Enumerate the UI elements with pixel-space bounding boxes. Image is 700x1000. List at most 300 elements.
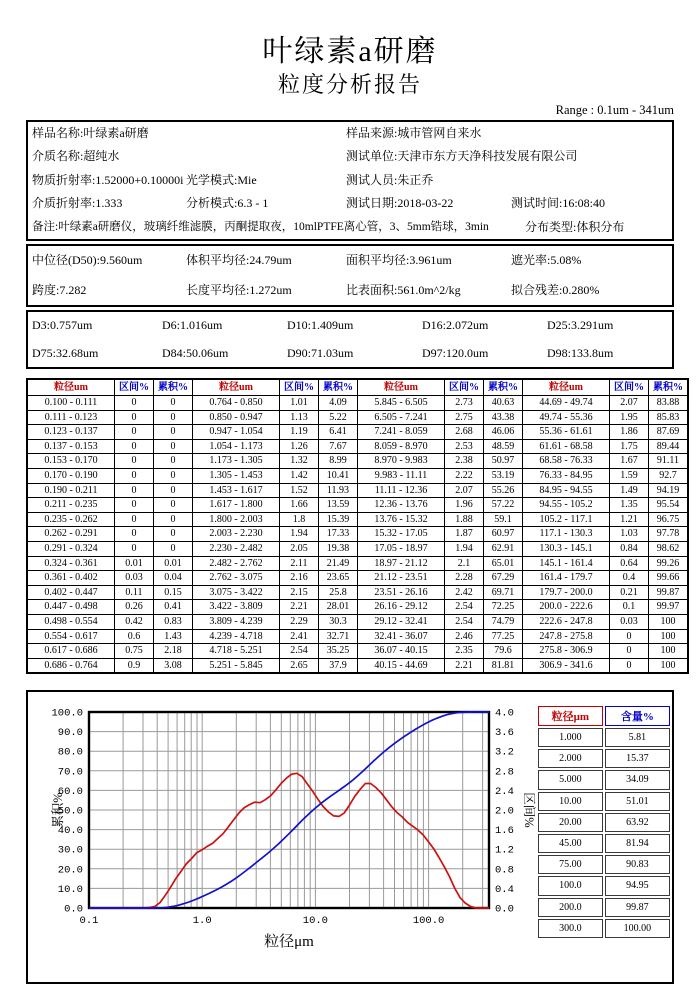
summary-row bbox=[538, 834, 670, 853]
table-row bbox=[27, 425, 688, 440]
cell-cumulative-pct: 40.63 bbox=[484, 396, 523, 411]
cell-size-range: 0.447 - 0.498 bbox=[27, 600, 115, 615]
cell-cumulative-pct: 25.8 bbox=[319, 585, 358, 600]
cell-size-range: 0.111 - 0.123 bbox=[27, 410, 115, 425]
cell-size-range: 61.61 - 68.58 bbox=[523, 439, 610, 454]
cell-cumulative-pct: 99.26 bbox=[649, 556, 689, 571]
svg-text:60.0: 60.0 bbox=[57, 785, 83, 798]
cell-size-range: 117.1 - 130.3 bbox=[523, 527, 610, 542]
cell-cumulative-pct: 100 bbox=[649, 614, 689, 629]
cell-interval-pct: 0 bbox=[115, 410, 154, 425]
summary-cell-size: 300.0 bbox=[538, 919, 603, 938]
cell-interval-pct: 2.41 bbox=[280, 629, 319, 644]
cell-interval-pct: 1.67 bbox=[610, 454, 649, 469]
svg-text:10.0: 10.0 bbox=[302, 915, 329, 927]
cell-cumulative-pct: 0.04 bbox=[154, 571, 193, 586]
svg-text:0.1: 0.1 bbox=[79, 915, 99, 927]
cell-size-range: 200.0 - 222.6 bbox=[523, 600, 610, 615]
svg-text:80.0: 80.0 bbox=[57, 746, 83, 759]
cell-interval-pct: 0.03 bbox=[115, 571, 154, 586]
cell-size-range: 0.686 - 0.764 bbox=[27, 658, 115, 673]
cell-interval-pct: 0 bbox=[610, 644, 649, 659]
cell-size-range: 0.137 - 0.153 bbox=[27, 439, 115, 454]
info-row bbox=[28, 216, 672, 239]
svg-text:90.0: 90.0 bbox=[57, 727, 83, 740]
d10: D10:1.409um bbox=[287, 318, 354, 332]
dvalues-row bbox=[28, 340, 672, 368]
cell-size-range: 17.05 - 18.97 bbox=[358, 541, 445, 556]
svg-text:2.8: 2.8 bbox=[495, 766, 514, 779]
cell-interval-pct: 1.19 bbox=[280, 425, 319, 440]
summary-col-size: 粒径μm bbox=[538, 706, 603, 726]
cell-cumulative-pct: 3.08 bbox=[154, 658, 193, 673]
cell-cumulative-pct: 13.59 bbox=[319, 498, 358, 513]
analysis-mode: 分析模式:6.3 - 1 bbox=[186, 196, 269, 211]
cell-cumulative-pct: 0.01 bbox=[154, 556, 193, 571]
summary-row bbox=[538, 855, 670, 874]
svg-text:3.2: 3.2 bbox=[495, 746, 514, 759]
volume-mean: 体积平均径:24.79um bbox=[186, 253, 292, 267]
cell-interval-pct: 2.16 bbox=[280, 571, 319, 586]
cell-size-range: 7.241 - 8.059 bbox=[358, 425, 445, 440]
cell-interval-pct: 2.65 bbox=[280, 658, 319, 673]
x-axis-label: 粒径μm bbox=[264, 934, 314, 950]
summary-cell-content: 34.09 bbox=[605, 770, 670, 789]
cell-cumulative-pct: 62.91 bbox=[484, 541, 523, 556]
cell-cumulative-pct: 2.18 bbox=[154, 644, 193, 659]
col-header-interval: 区间% bbox=[610, 379, 649, 396]
cell-cumulative-pct: 0 bbox=[154, 541, 193, 556]
svg-text:2.0: 2.0 bbox=[495, 805, 514, 818]
cell-cumulative-pct: 21.49 bbox=[319, 556, 358, 571]
cell-size-range: 32.41 - 36.07 bbox=[358, 629, 445, 644]
cell-cumulative-pct: 91.11 bbox=[649, 454, 689, 469]
cell-cumulative-pct: 17.33 bbox=[319, 527, 358, 542]
cell-cumulative-pct: 98.62 bbox=[649, 541, 689, 556]
table-row bbox=[27, 396, 688, 411]
cell-size-range: 49.74 - 55.36 bbox=[523, 410, 610, 425]
stats-row bbox=[28, 276, 672, 306]
summary-row bbox=[538, 792, 670, 811]
table-row bbox=[27, 541, 688, 556]
svg-text:3.6: 3.6 bbox=[495, 727, 514, 740]
sample-info-box bbox=[26, 120, 674, 241]
cell-interval-pct: 0 bbox=[115, 396, 154, 411]
d16: D16:2.072um bbox=[422, 318, 489, 332]
cell-interval-pct: 2.21 bbox=[280, 600, 319, 615]
svg-text:30.0: 30.0 bbox=[57, 844, 83, 857]
cell-interval-pct: 1.94 bbox=[280, 527, 319, 542]
cell-interval-pct: 2.38 bbox=[445, 454, 484, 469]
cell-size-range: 23.51 - 26.16 bbox=[358, 585, 445, 600]
cell-interval-pct: 2.54 bbox=[445, 614, 484, 629]
dvalues-row bbox=[28, 312, 672, 340]
cell-size-range: 6.505 - 7.241 bbox=[358, 410, 445, 425]
cell-cumulative-pct: 6.41 bbox=[319, 425, 358, 440]
cell-size-range: 0.123 - 0.137 bbox=[27, 425, 115, 440]
material-refractive-index: 物质折射率:1.52000+0.10000i bbox=[32, 172, 184, 187]
info-row bbox=[28, 192, 672, 215]
cell-cumulative-pct: 28.01 bbox=[319, 600, 358, 615]
summary-cell-size: 20.00 bbox=[538, 813, 603, 832]
cell-size-range: 55.36 - 61.61 bbox=[523, 425, 610, 440]
cell-cumulative-pct: 100 bbox=[649, 644, 689, 659]
table-row bbox=[27, 410, 688, 425]
cell-size-range: 36.07 - 40.15 bbox=[358, 644, 445, 659]
page-title: 叶绿素a研磨 bbox=[262, 35, 438, 68]
cell-cumulative-pct: 89.44 bbox=[649, 439, 689, 454]
cell-size-range: 0.211 - 0.235 bbox=[27, 498, 115, 513]
d98: D98:133.8um bbox=[547, 345, 614, 360]
cell-cumulative-pct: 97.78 bbox=[649, 527, 689, 542]
svg-text:1.0: 1.0 bbox=[192, 915, 212, 927]
cell-cumulative-pct: 99.97 bbox=[649, 600, 689, 615]
cell-cumulative-pct: 79.6 bbox=[484, 644, 523, 659]
summary-cell-content: 81.94 bbox=[605, 834, 670, 853]
cell-size-range: 1.453 - 1.617 bbox=[193, 483, 280, 498]
cell-interval-pct: 0.64 bbox=[610, 556, 649, 571]
cell-cumulative-pct: 43.38 bbox=[484, 410, 523, 425]
cell-size-range: 179.7 - 200.0 bbox=[523, 585, 610, 600]
col-header-cumulative: 累积% bbox=[154, 379, 193, 396]
dvalues-box bbox=[26, 310, 674, 369]
cell-interval-pct: 1.96 bbox=[445, 498, 484, 513]
cell-size-range: 2.482 - 2.762 bbox=[193, 556, 280, 571]
cell-size-range: 161.4 - 179.7 bbox=[523, 571, 610, 586]
cell-size-range: 247.8 - 275.8 bbox=[523, 629, 610, 644]
d84: D84:50.06um bbox=[162, 345, 229, 360]
sample-source: 样品来源:城市管网自来水 bbox=[346, 126, 482, 140]
cell-cumulative-pct: 15.39 bbox=[319, 512, 358, 527]
cell-size-range: 29.12 - 32.41 bbox=[358, 614, 445, 629]
svg-text:1.6: 1.6 bbox=[495, 825, 514, 838]
cell-cumulative-pct: 19.38 bbox=[319, 541, 358, 556]
distribution-table bbox=[26, 378, 689, 674]
info-row bbox=[28, 169, 672, 192]
cell-size-range: 0.170 - 0.190 bbox=[27, 468, 115, 483]
table-row bbox=[27, 512, 688, 527]
cell-size-range: 0.947 - 1.054 bbox=[193, 425, 280, 440]
col-header-size: 粒径um bbox=[27, 379, 115, 396]
cell-cumulative-pct: 0 bbox=[154, 468, 193, 483]
cell-size-range: 4.718 - 5.251 bbox=[193, 644, 280, 659]
cell-cumulative-pct: 1.43 bbox=[154, 629, 193, 644]
cell-interval-pct: 1.01 bbox=[280, 396, 319, 411]
summary-cell-size: 200.0 bbox=[538, 898, 603, 917]
d25: D25:3.291um bbox=[547, 318, 614, 332]
cell-interval-pct: 0.26 bbox=[115, 600, 154, 615]
cell-size-range: 12.36 - 13.76 bbox=[358, 498, 445, 513]
cell-interval-pct: 0 bbox=[610, 629, 649, 644]
cell-size-range: 11.11 - 12.36 bbox=[358, 483, 445, 498]
cell-interval-pct: 2.46 bbox=[445, 629, 484, 644]
cell-size-range: 40.15 - 44.69 bbox=[358, 658, 445, 673]
cell-cumulative-pct: 7.67 bbox=[319, 439, 358, 454]
cell-cumulative-pct: 5.22 bbox=[319, 410, 358, 425]
table-row bbox=[27, 629, 688, 644]
cell-interval-pct: 1.86 bbox=[610, 425, 649, 440]
length-mean: 长度平均径:1.272um bbox=[186, 282, 292, 297]
cell-cumulative-pct: 67.29 bbox=[484, 571, 523, 586]
col-header-size: 粒径um bbox=[523, 379, 610, 396]
summary-cell-size: 100.0 bbox=[538, 876, 603, 895]
cell-interval-pct: 0.21 bbox=[610, 585, 649, 600]
cell-cumulative-pct: 37.9 bbox=[319, 658, 358, 673]
cell-size-range: 3.422 - 3.809 bbox=[193, 600, 280, 615]
cell-interval-pct: 0.1 bbox=[610, 600, 649, 615]
cell-cumulative-pct: 0 bbox=[154, 410, 193, 425]
cell-interval-pct: 1.94 bbox=[445, 541, 484, 556]
cell-interval-pct: 1.59 bbox=[610, 468, 649, 483]
cell-interval-pct: 1.8 bbox=[280, 512, 319, 527]
summary-cell-content: 63.92 bbox=[605, 813, 670, 832]
medium-refractive-index: 介质折射率:1.333 bbox=[32, 196, 123, 211]
cell-cumulative-pct: 0 bbox=[154, 512, 193, 527]
cell-interval-pct: 0 bbox=[115, 527, 154, 542]
cell-interval-pct: 0 bbox=[115, 439, 154, 454]
cell-size-range: 8.970 - 9.983 bbox=[358, 454, 445, 469]
cell-size-range: 0.764 - 0.850 bbox=[193, 396, 280, 411]
cell-cumulative-pct: 83.88 bbox=[649, 396, 689, 411]
cell-interval-pct: 0 bbox=[115, 498, 154, 513]
cell-size-range: 18.97 - 21.12 bbox=[358, 556, 445, 571]
summary-row bbox=[538, 919, 670, 938]
cell-interval-pct: 0.11 bbox=[115, 585, 154, 600]
cell-cumulative-pct: 57.22 bbox=[484, 498, 523, 513]
medium-name: 介质名称:超纯水 bbox=[32, 149, 120, 164]
table-row bbox=[27, 658, 688, 673]
cell-size-range: 84.95 - 94.55 bbox=[523, 483, 610, 498]
cell-cumulative-pct: 72.25 bbox=[484, 600, 523, 615]
cell-cumulative-pct: 30.3 bbox=[319, 614, 358, 629]
cell-cumulative-pct: 46.06 bbox=[484, 425, 523, 440]
svg-text:2.4: 2.4 bbox=[495, 785, 514, 798]
specific-surface-area: 比表面积:561.0m^2/kg bbox=[346, 282, 461, 297]
cell-size-range: 8.059 - 8.970 bbox=[358, 439, 445, 454]
cell-size-range: 1.800 - 2.003 bbox=[193, 512, 280, 527]
cell-interval-pct: 2.15 bbox=[280, 585, 319, 600]
svg-text:0.0: 0.0 bbox=[495, 903, 514, 916]
cell-size-range: 13.76 - 15.32 bbox=[358, 512, 445, 527]
test-unit: 测试单位:天津市东方天净科技发展有限公司 bbox=[346, 149, 578, 164]
cell-interval-pct: 1.32 bbox=[280, 454, 319, 469]
cell-size-range: 0.402 - 0.447 bbox=[27, 585, 115, 600]
median-d50: 中位径(D50):9.560um bbox=[32, 253, 143, 267]
stats-box bbox=[26, 244, 674, 307]
cell-cumulative-pct: 0.41 bbox=[154, 600, 193, 615]
cell-size-range: 1.054 - 1.173 bbox=[193, 439, 280, 454]
svg-text:0.4: 0.4 bbox=[495, 883, 514, 896]
cell-interval-pct: 1.75 bbox=[610, 439, 649, 454]
cell-interval-pct: 0 bbox=[115, 468, 154, 483]
cell-interval-pct: 0.84 bbox=[610, 541, 649, 556]
cell-size-range: 15.32 - 17.05 bbox=[358, 527, 445, 542]
cell-interval-pct: 0.9 bbox=[115, 658, 154, 673]
cell-interval-pct: 2.54 bbox=[280, 644, 319, 659]
svg-text:0.8: 0.8 bbox=[495, 864, 514, 877]
info-row bbox=[28, 145, 672, 168]
cell-interval-pct: 1.13 bbox=[280, 410, 319, 425]
cell-size-range: 0.498 - 0.554 bbox=[27, 614, 115, 629]
cell-size-range: 0.324 - 0.361 bbox=[27, 556, 115, 571]
cell-interval-pct: 2.28 bbox=[445, 571, 484, 586]
cell-size-range: 5.845 - 6.505 bbox=[358, 396, 445, 411]
cell-cumulative-pct: 0 bbox=[154, 527, 193, 542]
table-row bbox=[27, 614, 688, 629]
cell-size-range: 1.617 - 1.800 bbox=[193, 498, 280, 513]
d90: D90:71.03um bbox=[287, 345, 354, 360]
cell-size-range: 222.6 - 247.8 bbox=[523, 614, 610, 629]
cell-interval-pct: 0 bbox=[115, 483, 154, 498]
cell-size-range: 0.291 - 0.324 bbox=[27, 541, 115, 556]
cell-cumulative-pct: 55.26 bbox=[484, 483, 523, 498]
cell-cumulative-pct: 50.97 bbox=[484, 454, 523, 469]
cell-interval-pct: 1.87 bbox=[445, 527, 484, 542]
table-row bbox=[27, 585, 688, 600]
cell-cumulative-pct: 69.71 bbox=[484, 585, 523, 600]
cell-cumulative-pct: 99.66 bbox=[649, 571, 689, 586]
cell-interval-pct: 1.35 bbox=[610, 498, 649, 513]
col-header-interval: 区间% bbox=[115, 379, 154, 396]
cell-interval-pct: 2.53 bbox=[445, 439, 484, 454]
cell-size-range: 1.305 - 1.453 bbox=[193, 468, 280, 483]
stats-row bbox=[28, 246, 672, 276]
summary-row bbox=[538, 813, 670, 832]
summary-col-content: 含量% bbox=[605, 706, 670, 726]
svg-text:10.0: 10.0 bbox=[57, 883, 83, 896]
cell-size-range: 26.16 - 29.12 bbox=[358, 600, 445, 615]
cell-interval-pct: 0 bbox=[610, 658, 649, 673]
summary-cell-size: 1.000 bbox=[538, 728, 603, 747]
optical-mode: 光学模式:Mie bbox=[186, 172, 257, 187]
cell-interval-pct: 1.95 bbox=[610, 410, 649, 425]
obscuration: 遮光率:5.08% bbox=[511, 253, 582, 267]
cell-cumulative-pct: 99.87 bbox=[649, 585, 689, 600]
col-header-cumulative: 累积% bbox=[484, 379, 523, 396]
test-date: 测试日期:2018-03-22 bbox=[346, 196, 454, 211]
cell-cumulative-pct: 0 bbox=[154, 425, 193, 440]
cell-interval-pct: 1.26 bbox=[280, 439, 319, 454]
summary-row bbox=[538, 770, 670, 789]
summary-header-row bbox=[538, 706, 670, 726]
cell-cumulative-pct: 0 bbox=[154, 439, 193, 454]
cell-cumulative-pct: 100 bbox=[649, 629, 689, 644]
cell-interval-pct: 0 bbox=[115, 425, 154, 440]
col-header-size: 粒径um bbox=[358, 379, 445, 396]
distribution-type: 分布类型:体积分布 bbox=[525, 219, 625, 234]
cell-cumulative-pct: 85.83 bbox=[649, 410, 689, 425]
cell-interval-pct: 2.11 bbox=[280, 556, 319, 571]
cell-cumulative-pct: 35.25 bbox=[319, 644, 358, 659]
cell-size-range: 306.9 - 341.6 bbox=[523, 658, 610, 673]
summary-cell-content: 90.83 bbox=[605, 855, 670, 874]
svg-text:70.0: 70.0 bbox=[57, 766, 83, 779]
summary-cell-size: 2.000 bbox=[538, 749, 603, 768]
cell-interval-pct: 1.66 bbox=[280, 498, 319, 513]
cell-cumulative-pct: 0.15 bbox=[154, 585, 193, 600]
cell-cumulative-pct: 8.99 bbox=[319, 454, 358, 469]
summary-row bbox=[538, 876, 670, 895]
range-label: Range : 0.1um - 341um bbox=[555, 103, 674, 117]
cell-size-range: 3.809 - 4.239 bbox=[193, 614, 280, 629]
cell-size-range: 0.262 - 0.291 bbox=[27, 527, 115, 542]
d3: D3:0.757um bbox=[32, 318, 93, 332]
cell-interval-pct: 0.6 bbox=[115, 629, 154, 644]
cell-size-range: 2.003 - 2.230 bbox=[193, 527, 280, 542]
cell-interval-pct: 1.49 bbox=[610, 483, 649, 498]
cell-cumulative-pct: 10.41 bbox=[319, 468, 358, 483]
cell-interval-pct: 0 bbox=[115, 512, 154, 527]
table-row bbox=[27, 556, 688, 571]
summary-cell-content: 51.01 bbox=[605, 792, 670, 811]
cell-size-range: 0.361 - 0.402 bbox=[27, 571, 115, 586]
cell-cumulative-pct: 65.01 bbox=[484, 556, 523, 571]
summary-cell-content: 5.81 bbox=[605, 728, 670, 747]
svg-text:100.0: 100.0 bbox=[51, 707, 83, 720]
cell-size-range: 0.850 - 0.947 bbox=[193, 410, 280, 425]
cell-interval-pct: 1.42 bbox=[280, 468, 319, 483]
cell-cumulative-pct: 23.65 bbox=[319, 571, 358, 586]
cell-size-range: 145.1 - 161.4 bbox=[523, 556, 610, 571]
table-row bbox=[27, 571, 688, 586]
cell-interval-pct: 2.21 bbox=[445, 658, 484, 673]
col-header-cumulative: 累积% bbox=[649, 379, 689, 396]
table-row bbox=[27, 600, 688, 615]
cell-interval-pct: 0.03 bbox=[610, 614, 649, 629]
cell-cumulative-pct: 92.7 bbox=[649, 468, 689, 483]
cell-cumulative-pct: 0 bbox=[154, 498, 193, 513]
cell-size-range: 21.12 - 23.51 bbox=[358, 571, 445, 586]
cell-interval-pct: 2.29 bbox=[280, 614, 319, 629]
table-row bbox=[27, 483, 688, 498]
tester: 测试人员:朱正乔 bbox=[346, 172, 434, 187]
right-axis-label: 区间% bbox=[522, 792, 536, 828]
svg-text:1.2: 1.2 bbox=[495, 844, 514, 857]
cell-cumulative-pct: 32.71 bbox=[319, 629, 358, 644]
summary-cell-size: 10.00 bbox=[538, 792, 603, 811]
cell-size-range: 0.100 - 0.111 bbox=[27, 396, 115, 411]
cell-size-range: 0.190 - 0.211 bbox=[27, 483, 115, 498]
page-subtitle: 粒度分析报告 bbox=[277, 72, 422, 97]
cell-interval-pct: 2.1 bbox=[445, 556, 484, 571]
cell-interval-pct: 2.35 bbox=[445, 644, 484, 659]
svg-text:20.0: 20.0 bbox=[57, 864, 83, 877]
cell-interval-pct: 0.4 bbox=[610, 571, 649, 586]
svg-text:40.0: 40.0 bbox=[57, 825, 83, 838]
cell-cumulative-pct: 48.59 bbox=[484, 439, 523, 454]
d75: D75:32.68um bbox=[32, 345, 99, 360]
table-row bbox=[27, 644, 688, 659]
cell-cumulative-pct: 87.69 bbox=[649, 425, 689, 440]
table-row bbox=[27, 439, 688, 454]
summary-cell-content: 99.87 bbox=[605, 898, 670, 917]
cell-cumulative-pct: 74.79 bbox=[484, 614, 523, 629]
svg-text:0.0: 0.0 bbox=[64, 903, 83, 916]
cell-interval-pct: 0.01 bbox=[115, 556, 154, 571]
fit-residual: 拟合残差:0.280% bbox=[511, 282, 600, 297]
cell-cumulative-pct: 96.75 bbox=[649, 512, 689, 527]
remark: 备注:叶绿素a研磨仪，玻璃纤维滤膜，丙酮提取夜，10mlPTFE离心管，3、5mm锆球，3min bbox=[32, 220, 489, 233]
area-mean: 面积平均径:3.961um bbox=[346, 253, 452, 267]
summary-table bbox=[536, 704, 672, 940]
cell-interval-pct: 2.75 bbox=[445, 410, 484, 425]
table-header-row bbox=[27, 379, 688, 396]
cell-cumulative-pct: 0 bbox=[154, 454, 193, 469]
cell-interval-pct: 2.68 bbox=[445, 425, 484, 440]
cell-interval-pct: 2.42 bbox=[445, 585, 484, 600]
cell-cumulative-pct: 53.19 bbox=[484, 468, 523, 483]
cell-size-range: 105.2 - 117.1 bbox=[523, 512, 610, 527]
